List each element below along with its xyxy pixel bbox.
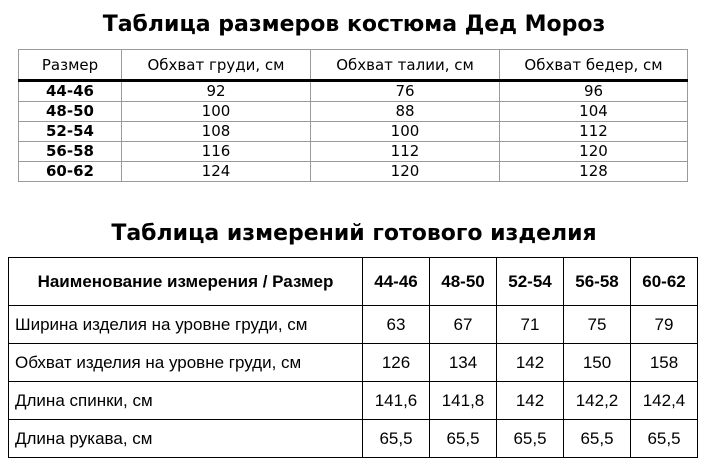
measurement-table: [8, 257, 698, 458]
size-table-title: Таблица размеров костюма Дед Мороз: [102, 12, 606, 37]
value-cell: 158: [631, 344, 698, 382]
value-cell: 134: [430, 344, 497, 382]
chest-cell: 116: [122, 142, 311, 162]
value-cell: 141,6: [363, 382, 430, 420]
value-cell: 67: [430, 306, 497, 344]
size-cell: 60-62: [19, 162, 122, 182]
value-cell: 126: [363, 344, 430, 382]
value-cell: 65,5: [430, 420, 497, 458]
chest-cell: 100: [122, 102, 311, 122]
hips-cell: 120: [500, 142, 688, 162]
table-row: [19, 102, 688, 122]
measurement-table-title: Таблица измерений готового изделия: [111, 221, 597, 246]
value-cell: 142: [497, 382, 564, 420]
size-cell: 56-58: [19, 142, 122, 162]
hips-cell: 104: [500, 102, 688, 122]
header-size-52-54: 52-54: [497, 258, 564, 306]
header-waist: Обхват талии, см: [311, 50, 500, 81]
header-size-44-46: 44-46: [363, 258, 430, 306]
table-row: [9, 306, 698, 344]
value-cell: 75: [564, 306, 631, 344]
measurement-name-cell: Обхват изделия на уровне груди, см: [9, 344, 363, 382]
size-table: [18, 49, 688, 182]
value-cell: 65,5: [564, 420, 631, 458]
waist-cell: 112: [311, 142, 500, 162]
header-size-56-58: 56-58: [564, 258, 631, 306]
table-row: [19, 122, 688, 142]
hips-cell: 112: [500, 122, 688, 142]
value-cell: 65,5: [363, 420, 430, 458]
size-cell: 52-54: [19, 122, 122, 142]
value-cell: 65,5: [497, 420, 564, 458]
value-cell: 142,2: [564, 382, 631, 420]
table-row: [19, 142, 688, 162]
size-cell: 44-46: [19, 81, 122, 102]
header-hips: Обхват бедер, см: [500, 50, 688, 81]
size-cell: 48-50: [19, 102, 122, 122]
header-size: Размер: [19, 50, 122, 81]
value-cell: 142,4: [631, 382, 698, 420]
measurement-name-cell: Длина рукава, см: [9, 420, 363, 458]
size-table-header-row: [19, 50, 688, 81]
value-cell: 63: [363, 306, 430, 344]
table-row: [19, 162, 688, 182]
chest-cell: 108: [122, 122, 311, 142]
header-size-48-50: 48-50: [430, 258, 497, 306]
waist-cell: 120: [311, 162, 500, 182]
waist-cell: 88: [311, 102, 500, 122]
chest-cell: 92: [122, 81, 311, 102]
waist-cell: 100: [311, 122, 500, 142]
measurement-name-cell: Длина спинки, см: [9, 382, 363, 420]
value-cell: 79: [631, 306, 698, 344]
table-row: [9, 344, 698, 382]
value-cell: 142: [497, 344, 564, 382]
hips-cell: 128: [500, 162, 688, 182]
header-size-60-62: 60-62: [631, 258, 698, 306]
header-chest: Обхват груди, см: [122, 50, 311, 81]
value-cell: 71: [497, 306, 564, 344]
measurement-table-header-row: [9, 258, 698, 306]
hips-cell: 96: [500, 81, 688, 102]
header-measurement-name: Наименование измерения / Размер: [9, 258, 363, 306]
chest-cell: 124: [122, 162, 311, 182]
measurement-name-cell: Ширина изделия на уровне груди, см: [9, 306, 363, 344]
table-row: [19, 81, 688, 102]
table-row: [9, 382, 698, 420]
value-cell: 65,5: [631, 420, 698, 458]
value-cell: 141,8: [430, 382, 497, 420]
waist-cell: 76: [311, 81, 500, 102]
value-cell: 150: [564, 344, 631, 382]
